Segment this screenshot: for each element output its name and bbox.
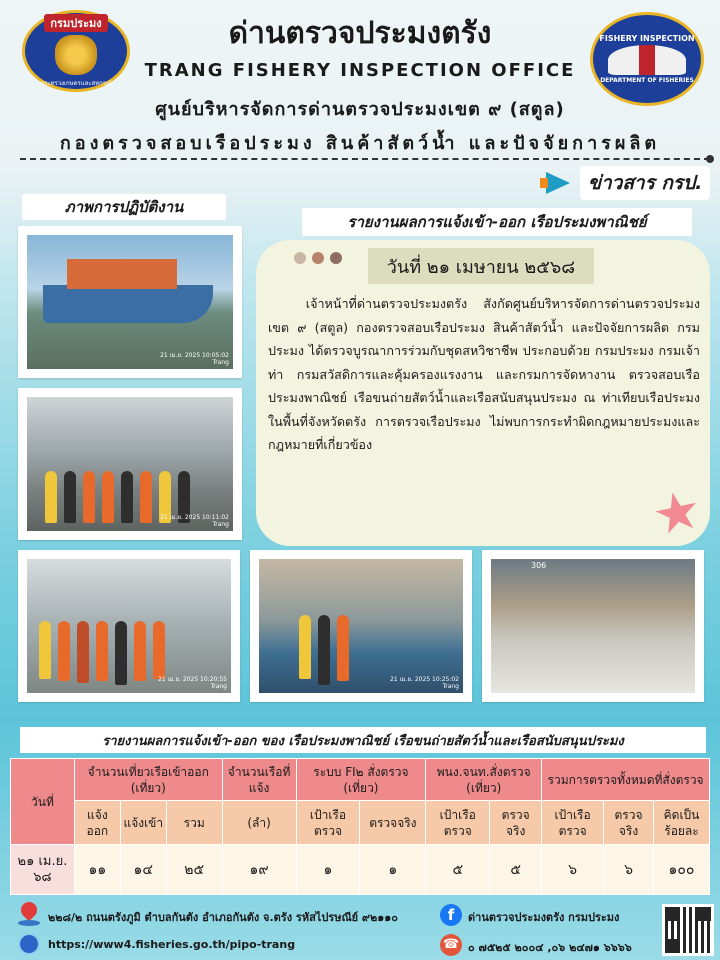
location-pin-icon [18, 902, 40, 930]
phone-icon: ☎ [440, 934, 462, 956]
phone-number[interactable]: ๐ ๗๕๒๕ ๒๐๐๔ ,๐๖ ๒๔๗๑ ๖๖๖๖ [468, 941, 632, 954]
photo-boat [18, 226, 242, 378]
dot-icon [330, 252, 342, 264]
subheader-percent: คิดเป็นร้อยละ [654, 801, 710, 845]
starfish-icon: ★ [646, 476, 708, 549]
photo-timestamp: 306 [531, 561, 547, 570]
cell-sum: ๒๕ [166, 845, 222, 895]
subheader-fi2-actual: ตรวจจริง [360, 801, 426, 845]
center-name: ศูนย์บริหารจัดการด่านตรวจประมงเขต ๙ (สตูล) [155, 99, 565, 120]
people-photo [27, 559, 231, 693]
report-section-title: รายงานผลการแจ้งเข้า-ออก เรือประมงพาณิชย์ [302, 208, 692, 236]
globe-icon [18, 933, 40, 955]
cell-fi2-actual: ๑ [360, 845, 426, 895]
cell-day: ๒๑ เม.ย. ๖๘ [11, 845, 75, 895]
table-title: รายงานผลการแจ้งเข้า-ออก ของ เรือประมงพาณิชย์ เรือขนถ่ายสัตว์น้ำและเรือสนับสนุนประมง [20, 727, 706, 753]
cell-officer-target: ๕ [426, 845, 490, 895]
website-link[interactable]: https://www4.fisheries.go.th/pipo-trang [48, 938, 296, 951]
address-text: ๒๒๘/๒ ถนนตรังภูมิ ตำบลกันตัง อำเภอกันตัง จ.ตรัง รหัสไปรษณีย์ ๙๒๑๑๐ [48, 911, 398, 924]
subheader-unit: (ลำ) [222, 801, 296, 845]
photo-catch [482, 550, 704, 702]
deck-photo [259, 559, 463, 693]
photo-section-title: ภาพการปฏิบัติงาน [22, 194, 226, 220]
division-name: กองตรวจสอบเรือประมง สินค้าสัตว์น้ำ และปัจจัยการผลิต [59, 133, 661, 154]
facebook-link[interactable]: ด่านตรวจประมงตรัง กรมประมง [468, 911, 620, 924]
logo-right-bottom: DEPARTMENT OF FISHERIES [600, 77, 694, 84]
column-header-vessels: จำนวนเรือที่แจ้ง [222, 759, 296, 801]
dot-icon [294, 252, 306, 264]
subheader-officer-target: เป้าเรือตรวจ [426, 801, 490, 845]
logo-left-sub: กระทรวงเกษตรและสหกรณ์ [40, 80, 112, 87]
photo-timestamp: 21 เม.ย. 2025 10:20:55 Trang [158, 675, 227, 690]
subheader-officer-actual: ตรวจจริง [490, 801, 542, 845]
cell-depart: ๑๑ [74, 845, 120, 895]
page-title-english: TRANG FISHERY INSPECTION OFFICE [144, 60, 576, 81]
logo-right-top: FISHERY INSPECTION [599, 34, 695, 43]
subheader-fi2-target: เป้าเรือตรวจ [296, 801, 360, 845]
cell-vessels: ๑๙ [222, 845, 296, 895]
column-header-trips: จำนวนเที่ยวเรือเข้าออก (เที่ยว) [74, 759, 222, 801]
subheader-total-actual: ตรวจจริง [604, 801, 654, 845]
photo-deck [250, 550, 472, 702]
photo-pier [18, 388, 242, 540]
page-title: ด่านตรวจประมงตรัง [228, 16, 492, 51]
article-body: เจ้าหน้าที่ด่านตรวจประมงตรัง สังกัดศูนย์บริหารจัดการด่านตรวจประมง เขต ๙ (สตูล) กองตรวจสอบเรือประมง สินค้าสัตว์น้ำ และปัจจัยการผลิต กรมประมง ได้ตรวจบูรณาการร่วมกับชุดสหวิชาชีพ ประกอบด้วย กรมประมง กรมเจ้าท่า กรมสวัสดิการและคุ้มครองแรงงาน และกรมการจัดหางาน ตรวจสอบเรือประมงพาณิชย์ เรือขนถ่ายสัตว์น้ำและเรือสนับสนุนประมง ณ ท่าเทียบเรือประมงในพื้นที่จังหวัดตรัง การตรวจเรือประมง ไม่พบการกระทำผิดกฎหมายประมงและกฎหมายที่เกี่ยวข้อง [268, 296, 700, 452]
header-divider [20, 158, 710, 160]
cell-fi2-target: ๑ [296, 845, 360, 895]
column-header-total: รวมการตรวจทั้งหมดที่สั่งตรวจ [542, 759, 710, 801]
subheader-total-target: เป้าเรือตรวจ [542, 801, 604, 845]
column-header-officer: พนง.จนท.สั่งตรวจ (เที่ยว) [426, 759, 542, 801]
dot-icon [312, 252, 324, 264]
subheader-depart: แจ้งออก [74, 801, 120, 845]
photo-timestamp: 21 เม.ย. 2025 10:11:02 Trang [160, 513, 229, 528]
article-box [256, 240, 710, 549]
facebook-icon[interactable]: f [440, 904, 462, 926]
logo-left-text: กรมประมง [44, 14, 107, 32]
report-table [10, 758, 710, 895]
photo-people [18, 550, 240, 702]
photo-timestamp: 21 เม.ย. 2025 10:05:02 Trang [160, 351, 229, 366]
boat-photo [27, 235, 233, 369]
subheader-sum: รวม [166, 801, 222, 845]
news-tag [540, 166, 710, 200]
cell-arrive: ๑๔ [120, 845, 166, 895]
photo-timestamp: 21 เม.ย. 2025 10:25:02 Trang [390, 675, 459, 690]
table-row [11, 845, 710, 895]
megaphone-icon [540, 170, 574, 196]
article-date: วันที่ ๒๑ เมษายน ๒๕๖๘ [368, 248, 594, 284]
cell-percent: ๑๐๐ [654, 845, 710, 895]
qr-code[interactable] [662, 904, 714, 956]
column-header-fi2: ระบบ FI๒ สั่งตรวจ (เที่ยว) [296, 759, 426, 801]
cell-total-target: ๖ [542, 845, 604, 895]
subheader-arrive: แจ้งเข้า [120, 801, 166, 845]
cell-officer-actual: ๕ [490, 845, 542, 895]
news-label: ข่าวสาร กรป. [580, 166, 710, 200]
column-header-day: วันที่ [11, 759, 75, 845]
cell-total-actual: ๖ [604, 845, 654, 895]
pier-photo [27, 397, 233, 531]
footer [0, 896, 720, 960]
decorative-dots [294, 252, 342, 264]
catch-photo [491, 559, 695, 693]
